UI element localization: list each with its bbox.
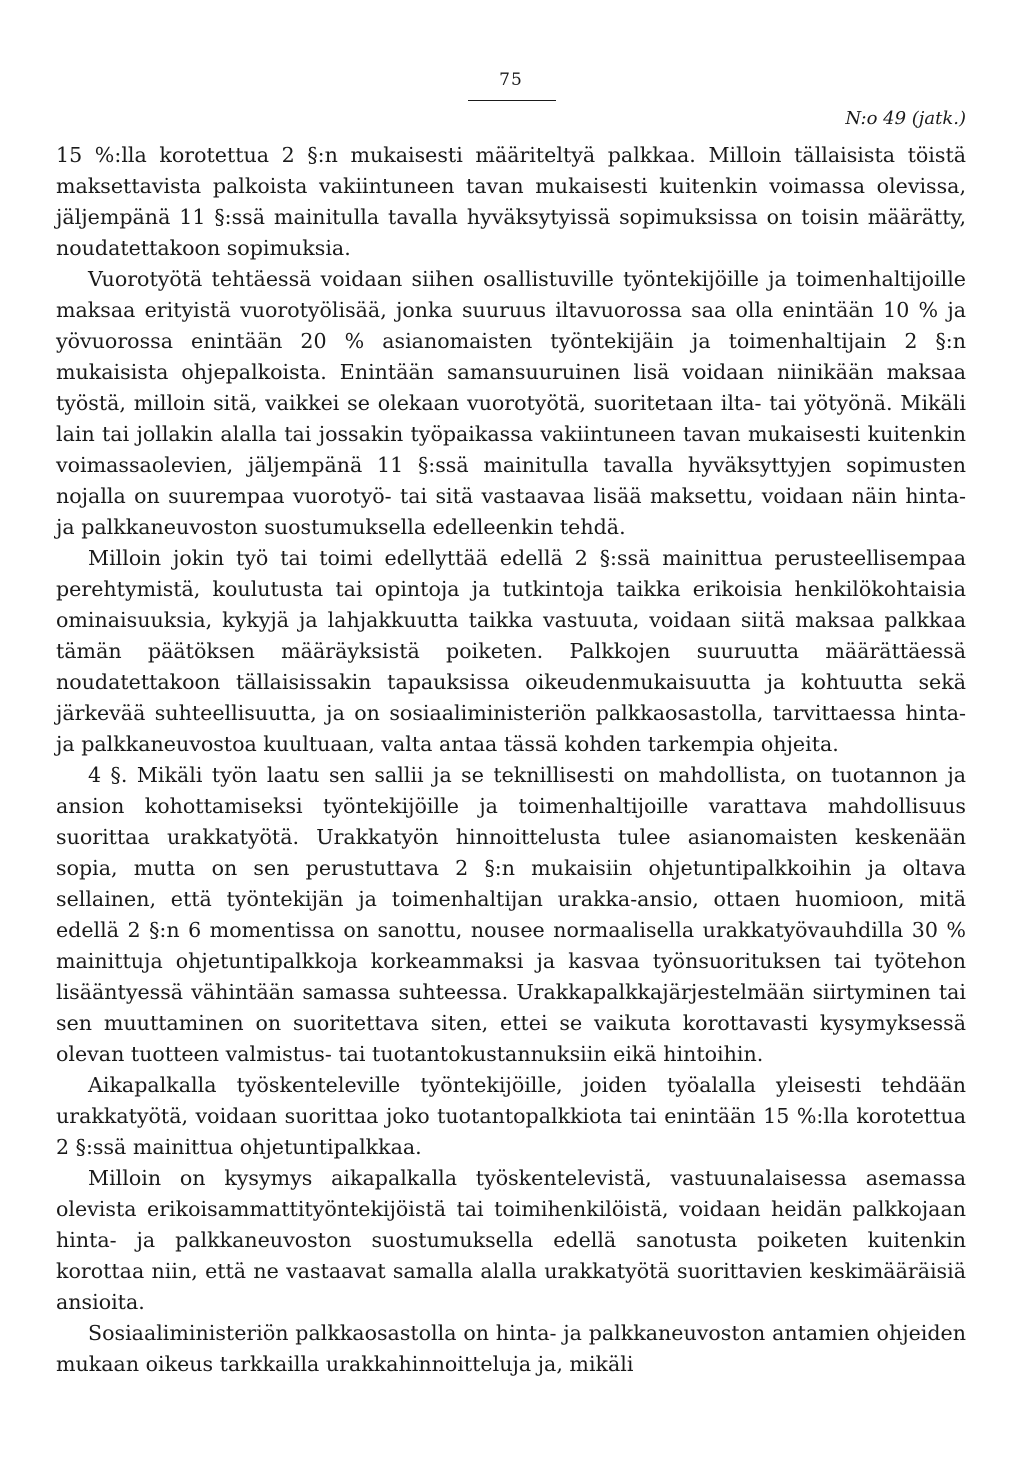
paragraph: Vuorotyötä tehtäessä voidaan siihen osallistuville työntekijöille ja toimenhaltijoille maksaa erityistä vuorotyölisää, jonka suuruus iltavuorossa saa olla enintään 10 % ja yövuorossa enintään 20 % asianomaisten työntekijäin ja toimenhaltijain 2 §:n mukaisista ohjepalkoista. Enintään samansuuruinen lisä voidaan niinikään maksaa työstä, milloin sitä, vaikkei se olekaan vuorotyötä, suoritetaan ilta- tai yötyönä. Mikäli lain tai jollakin alalla tai jossakin työpaikassa vakiintuneen tavan mukaisesti kuitenkin voimassaolevien, jäljempänä 11 §:ssä mainitulla tavalla hyväksyttyjen sopimusten nojalla on suurempaa vuorotyö- tai sitä vastaavaa lisää maksettu, voidaan näin hinta- ja palkkaneuvoston suostumuksella edelleenkin tehdä.	[56, 267, 966, 539]
body-text	[56, 140, 966, 1380]
document-page	[56, 70, 966, 1380]
paragraph: Aikapalkalla työskenteleville työntekijöille, joiden työalalla yleisesti tehdään urakkatyötä, voidaan suorittaa joko tuotantopalkkiota tai enintään 15 %:lla korotettua 2 §:ssä mainittua ohjetuntipalkkaa.	[56, 1073, 966, 1159]
paragraph: Milloin jokin työ tai toimi edellyttää edellä 2 §:ssä mainittua perusteellisempaa perehtymistä, koulutusta tai opintoja ja tutkintoja taikka erikoisia henkilökohtaisia ominaisuuksia, kykyjä ja lahjakkuutta taikka vastuuta, voidaan siitä maksaa palkkaa tämän päätöksen määräyksistä poiketen. Palkkojen suuruutta määrättäessä noudatettakoon tällaisissakin tapauksissa oikeudenmukaisuutta ja kohtuutta sekä järkevää suhteellisuutta, ja on sosiaaliministeriön palkkaosastolla, tarvittaessa hinta- ja palkkaneuvostoa kuultuaan, valta antaa tässä kohden tarkempia ohjeita.	[56, 546, 966, 756]
header-rule	[468, 100, 556, 101]
page-number: 75	[499, 70, 523, 90]
paragraph: 15 %:lla korotettua 2 §:n mukaisesti määriteltyä palkkaa. Milloin tällaisista töistä maksettavista palkoista vakiintuneen tavan mukaisesti kuitenkin voimassa olevissa, jäljempänä 11 §:ssä mainitulla tavalla hyväksytyissä sopimuksissa on toisin määrätty, noudatettakoon sopimuksia.	[56, 143, 966, 260]
paragraph: Milloin on kysymys aikapalkalla työskentelevistä, vastuunalaisessa asemassa olevista erikoisammattityöntekijöistä tai toimihenkilöistä, voidaan heidän palkkojaan hinta- ja palkkaneuvoston suostumuksella edellä sanotusta poiketen kuitenkin korottaa niin, että ne vastaavat samalla alalla urakkatyötä suorittavien keskimääräisiä ansioita.	[56, 1166, 966, 1314]
paragraph: Sosiaaliministeriön palkkaosastolla on hinta- ja palkkaneuvoston antamien ohjeiden mukaan oikeus tarkkailla urakkahinnoitteluja ja, mikäli	[56, 1321, 966, 1376]
running-head: N:o 49 (jatk.)	[845, 108, 966, 129]
paragraph: 4 §. Mikäli työn laatu sen sallii ja se teknillisesti on mahdollista, on tuotannon ja ansion kohottamiseksi työntekijöille ja toimenhaltijoille varattava mahdollisuus suorittaa urakkatyötä. Urakkatyön hinnoittelusta tulee asianomaisten keskenään sopia, mutta on sen perustuttava 2 §:n mukaisiin ohjetuntipalkkoihin ja oltava sellainen, että työntekijän ja toimenhaltijan urakka-ansio, ottaen huomioon, mitä edellä 2 §:n 6 momentissa on sanottu, nousee normaalisella urakkatyövauhdilla 30 % mainittuja ohjetuntipalkkoja korkeammaksi ja kasvaa työnsuorituksen tai työtehon lisääntyessä vähintään samassa suhteessa. Urakkapalkkajärjestelmään siirtyminen tai sen muuttaminen on suoritettava siten, ettei se vaikuta korottavasti kysymyksessä olevan tuotteen valmistus- tai tuotantokustannuksiin eikä hintoihin.	[56, 763, 966, 1066]
page-header	[56, 70, 966, 140]
